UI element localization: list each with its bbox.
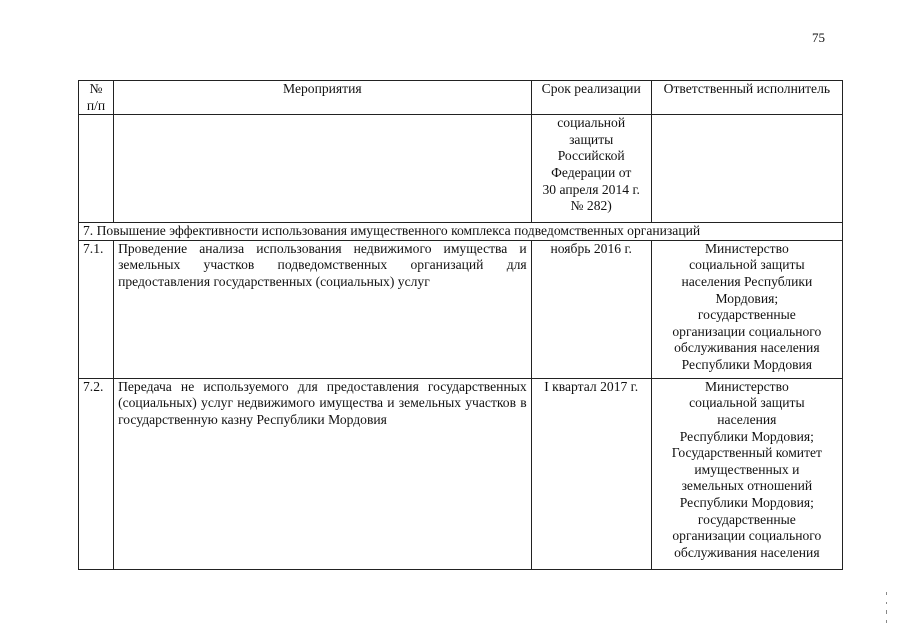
cont-term-cell xyxy=(531,115,651,223)
responsible-line: Министерство xyxy=(704,378,789,394)
row-responsible xyxy=(651,240,842,378)
cont-term-line: № 282) xyxy=(570,198,612,214)
responsible-line: обслуживания населения xyxy=(674,340,820,356)
responsible-line: Мордовия; xyxy=(715,290,779,306)
responsible-line: организации социального xyxy=(672,323,822,339)
row-term: I квартал 2017 г. xyxy=(531,378,651,569)
responsible-line: Республики Мордовия; xyxy=(679,494,814,510)
responsible-line: Министерство xyxy=(704,240,789,256)
row-activity: Передача не используемого для предоставления государственных (социальных) услуг недвижимого имущества и земельных участков в государственную казну Республики Мордовия xyxy=(114,378,532,569)
responsible-line: государственные xyxy=(697,511,796,527)
section-title: 7. Повышение эффективности использования имущественного комплекса подведомственных организаций xyxy=(79,223,843,241)
responsible-line: населения xyxy=(717,411,777,427)
responsible-line: земельных отношений xyxy=(681,478,813,494)
cont-num-cell xyxy=(79,115,114,223)
cont-responsible-cell xyxy=(651,115,842,223)
scan-edge-marks xyxy=(884,590,890,630)
responsible-line: Республики Мордовия xyxy=(681,356,813,372)
responsible-line: социальной защиты xyxy=(689,395,805,411)
header-row xyxy=(79,81,843,115)
cont-term-line: 30 апреля 2014 г. xyxy=(542,181,640,197)
cont-term-line: Российской xyxy=(557,148,625,164)
responsible-line: государственные xyxy=(697,307,796,323)
header-responsible: Ответственный исполнитель xyxy=(651,81,842,115)
cont-term-line: социальной xyxy=(557,115,626,131)
responsible-line: Государственный комитет xyxy=(671,445,822,461)
section-row xyxy=(79,223,843,241)
responsible-line: социальной защиты xyxy=(689,257,805,273)
cont-term-line: защиты xyxy=(569,131,614,147)
responsible-line: Республики Мордовия; xyxy=(679,428,814,444)
responsible-line: имущественных и xyxy=(694,461,800,477)
continuation-row xyxy=(79,115,843,223)
row-num: 7.2. xyxy=(79,378,114,569)
cont-activity-cell xyxy=(114,115,532,223)
cont-term-line: Федерации от xyxy=(551,164,632,180)
row-responsible xyxy=(651,378,842,569)
responsible-line: обслуживания населения xyxy=(674,544,820,560)
table-row xyxy=(79,378,843,569)
header-activity: Мероприятия xyxy=(114,81,532,115)
page-number: 75 xyxy=(812,30,825,45)
row-term: ноябрь 2016 г. xyxy=(531,240,651,378)
row-num: 7.1. xyxy=(79,240,114,378)
header-num: № п/п xyxy=(79,81,114,115)
row-activity: Проведение анализа использования недвижимого имущества и земельных участков подведомственных организаций для предоставления государственных (социальных) услуг xyxy=(114,240,532,378)
header-term: Срок реализации xyxy=(531,81,651,115)
responsible-line: населения Республики xyxy=(681,273,813,289)
table-row xyxy=(79,240,843,378)
responsible-line: организации социального xyxy=(672,528,822,544)
measures-table xyxy=(78,80,843,570)
